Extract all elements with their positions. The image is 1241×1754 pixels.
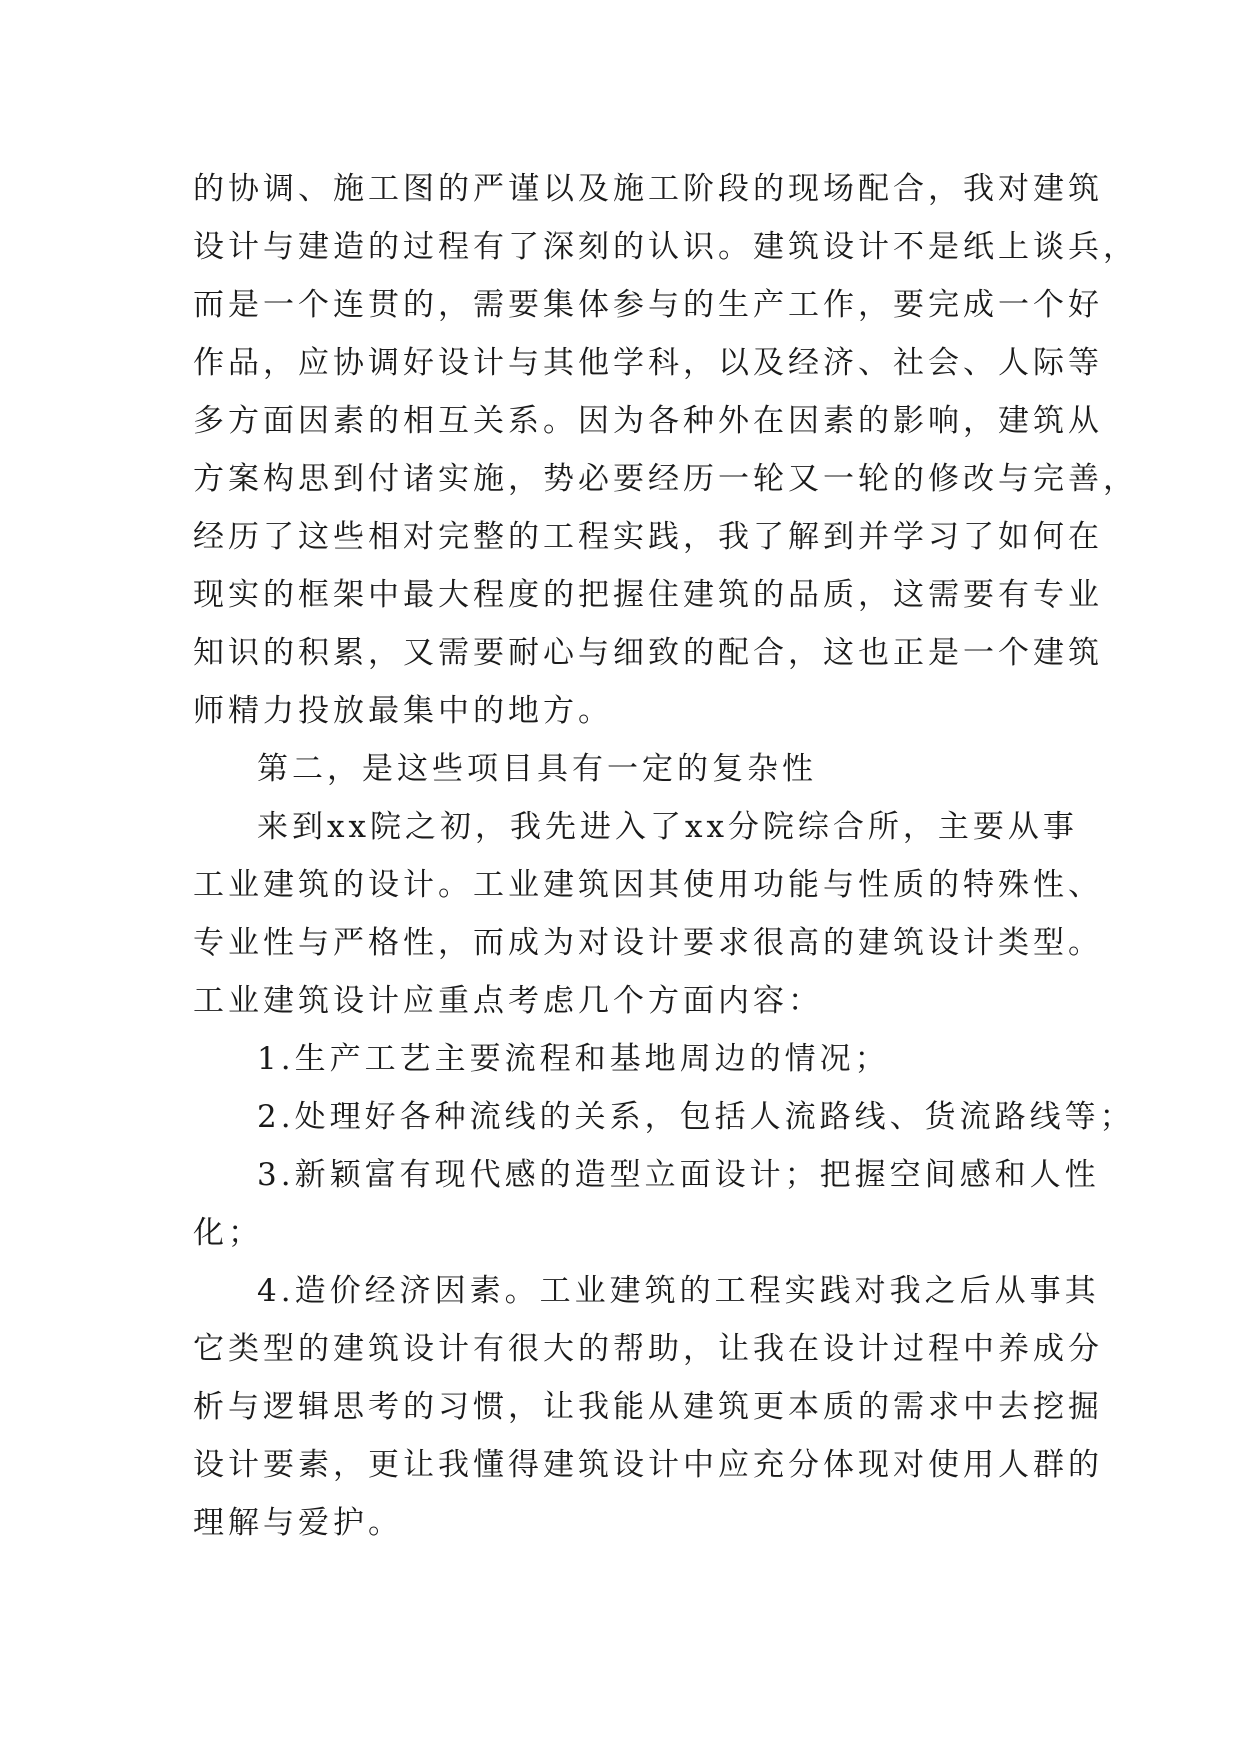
text-line: 而是一个连贯的，需要集体参与的生产工作，要完成一个好 (193, 287, 1103, 323)
text-line: 师精力投放最集中的地方。 (193, 693, 613, 729)
text-line: 来到xx院之初，我先进入了xx分院综合所，主要从事 (257, 809, 1078, 845)
text-line: 经历了这些相对完整的工程实践，我了解到并学习了如何在 (193, 519, 1103, 555)
text-line: 工业建筑的设计。工业建筑因其使用功能与性质的特殊性、 (193, 867, 1103, 903)
text-line: 化； (193, 1215, 263, 1251)
text-line: 方案构思到付诸实施，势必要经历一轮又一轮的修改与完善， (193, 461, 1138, 497)
text-line: 设计与建造的过程有了深刻的认识。建筑设计不是纸上谈兵， (193, 229, 1138, 265)
list-item: 3.新颖富有现代感的造型立面设计；把握空间感和人性 (257, 1157, 1100, 1193)
text-line: 设计要素，更让我懂得建筑设计中应充分体现对使用人群的 (193, 1447, 1103, 1483)
text-line: 工业建筑设计应重点考虑几个方面内容： (193, 983, 823, 1019)
section-heading: 第二，是这些项目具有一定的复杂性 (257, 751, 817, 787)
list-item: 1.生产工艺主要流程和基地周边的情况； (257, 1041, 890, 1077)
text-line: 专业性与严格性，而成为对设计要求很高的建筑设计类型。 (193, 925, 1103, 961)
text-line: 的协调、施工图的严谨以及施工阶段的现场配合，我对建筑 (193, 171, 1103, 207)
list-item: 4.造价经济因素。工业建筑的工程实践对我之后从事其 (257, 1273, 1100, 1309)
text-line: 理解与爱护。 (193, 1505, 403, 1541)
text-line: 现实的框架中最大程度的把握住建筑的品质，这需要有专业 (193, 577, 1103, 613)
list-item: 2.处理好各种流线的关系，包括人流路线、货流路线等； (257, 1099, 1135, 1135)
text-line: 作品，应协调好设计与其他学科，以及经济、社会、人际等 (193, 345, 1103, 381)
text-line: 它类型的建筑设计有很大的帮助，让我在设计过程中养成分 (193, 1331, 1103, 1367)
text-line: 知识的积累，又需要耐心与细致的配合，这也正是一个建筑 (193, 635, 1103, 671)
text-line: 多方面因素的相互关系。因为各种外在因素的影响，建筑从 (193, 403, 1103, 439)
text-line: 析与逻辑思考的习惯，让我能从建筑更本质的需求中去挖掘 (193, 1389, 1103, 1425)
document-body (193, 160, 1138, 1552)
